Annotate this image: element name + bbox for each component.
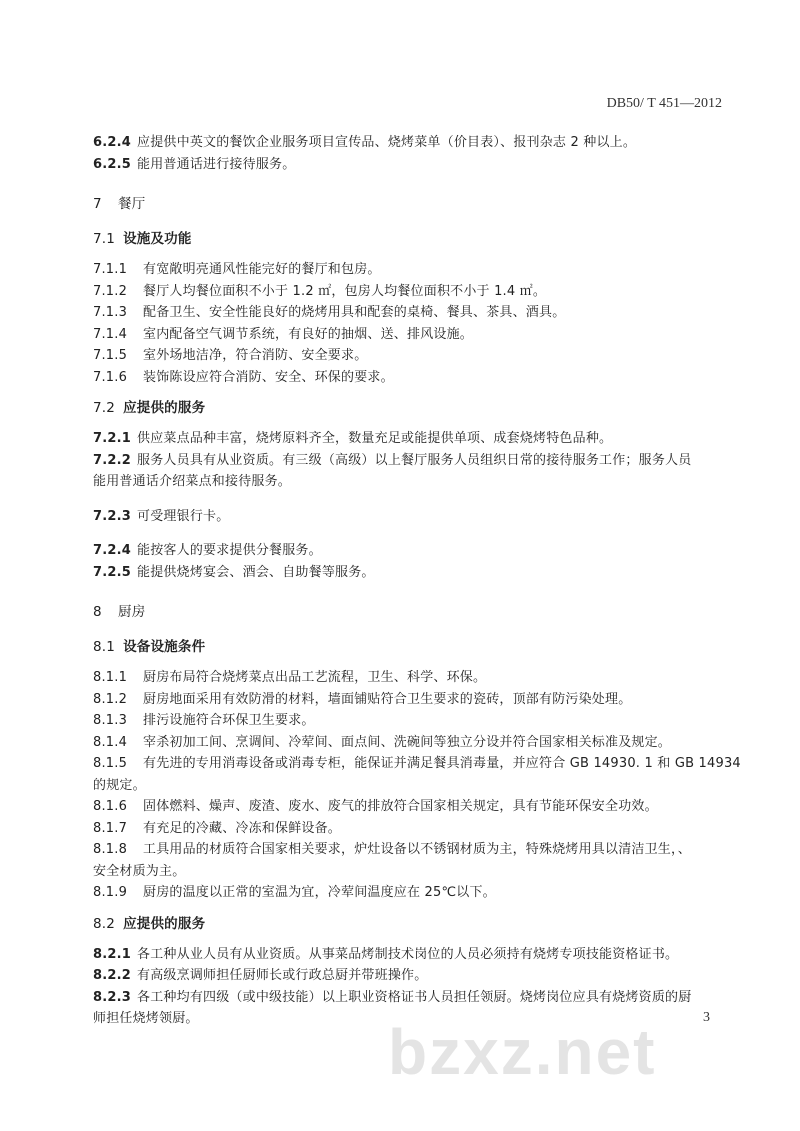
clause-number: 8.2.2: [93, 968, 132, 983]
clause-text: 有高级烹调师担任厨师长或行政总厨并带班操作。: [137, 968, 428, 983]
document-body: [93, 132, 741, 1030]
section-title: 设备设施条件: [123, 639, 206, 655]
clause-text: 固体燃料、燥声、废渣、废水、废气的排放符合国家相关规定，具有节能环保安全功效。: [143, 799, 658, 814]
clause-text: 可受理银行卡。: [137, 508, 230, 524]
clause-text: 工具用品的材质符合国家相关要求，炉灶设备以不锈钢材质为主，特殊烧烤用具以清洁卫生，、: [143, 842, 691, 857]
clause-number: 7.1.6: [93, 369, 128, 385]
clause-6-2-4: [93, 132, 733, 154]
clause-8-1-4: [93, 732, 733, 754]
clause-text: 厨房地面采用有效防滑的材料，墙面铺贴符合卫生要求的瓷砖，顶部有防污染处理。: [143, 691, 632, 707]
section-7-2-heading: [93, 397, 733, 419]
clause-8-1-5: [93, 753, 741, 775]
clause-text: 供应菜点品种丰富，烧烤原料齐全，数量充足或能提供单项、成套烧烤特色品种。: [137, 431, 613, 446]
section-number: 8: [93, 604, 102, 620]
standard-code: DB50/ T 451—2012: [606, 96, 722, 111]
clause-text: 服务人员具有从业资质。有三级（高级）以上餐厅服务人员组织日常的接待服务工作；服务人员: [137, 452, 692, 468]
clause-8-1-2: [93, 689, 733, 711]
clause-number: 7.2.2: [93, 452, 132, 468]
clause-7-2-2-continued: 能用普通话介绍菜点和接待服务。: [93, 474, 292, 489]
clause-text: 应提供中英文的餐饮企业服务项目宣传品、烧烤菜单（价目表）、报刊杂志 2 种以上。: [137, 135, 637, 150]
clause-number: 7.1.4: [93, 326, 128, 342]
clause-text: 有充足的冷藏、冷冻和保鲜设备。: [143, 820, 342, 836]
clause-8-1-3: [93, 710, 733, 732]
clause-7-2-5: [93, 562, 733, 584]
clause-number: 7.1.5: [93, 348, 128, 363]
clause-text: 厨房布局符合烧烤菜点出品工艺流程，卫生、科学、环保。: [143, 670, 487, 685]
clause-text: 有先进的专用消毒设备或消毒专柜，能保证并满足餐具消毒量，并应符合 GB 14930. 1 和 GB 14934: [143, 756, 741, 771]
clause-7-1-2: [93, 281, 733, 303]
clause-number: 7.1.2: [93, 283, 128, 299]
clause-number: 8.1.4: [93, 734, 128, 750]
clause-number: 7.2.4: [93, 543, 132, 558]
clause-number: 8.1.7: [93, 820, 128, 836]
section-7-heading: [93, 193, 733, 215]
clause-7-2-3: [93, 506, 733, 528]
clause-text: 能用普通话进行接待服务。: [137, 156, 296, 172]
clause-7-2-4: [93, 540, 733, 562]
clause-8-1-7: [93, 818, 733, 840]
clause-number: 8.1.9: [93, 885, 128, 900]
clause-number: 8.2.1: [93, 946, 132, 962]
clause-text: 各工种从业人员有从业资质。从事菜品烤制技术岗位的人员必须持有烧烤专项技能资格证书。: [137, 946, 679, 962]
clause-number: 8.1.5: [93, 756, 128, 771]
clause-7-2-2: [93, 450, 733, 472]
clause-number: 8.1.8: [93, 842, 128, 857]
clause-7-1-3: [93, 302, 733, 324]
clause-number: 8.1.2: [93, 691, 128, 707]
clause-number: 8.1.3: [93, 713, 128, 728]
clause-number: 7.2.1: [93, 431, 132, 446]
clause-text: 餐厅人均餐位面积不小于 1.2 ㎡，包房人均餐位面积不小于 1.4 ㎡。: [143, 283, 547, 299]
clause-number: 8.1.6: [93, 799, 128, 814]
clause-8-2-2: [93, 965, 733, 987]
section-7-1-heading: [93, 228, 733, 250]
clause-7-1-6: [93, 367, 733, 389]
section-8-1-heading: [93, 636, 733, 658]
clause-8-1-5-continued: 的规定。: [93, 777, 146, 793]
clause-8-1-6: [93, 796, 733, 818]
clause-text: 排污设施符合环保卫生要求。: [143, 713, 315, 728]
clause-7-1-4: [93, 324, 733, 346]
clause-text: 装饰陈设应符合消防、安全、环保的要求。: [143, 369, 394, 385]
clause-number: 6.2.5: [93, 156, 132, 172]
section-title: 厨房: [118, 604, 146, 620]
clause-7-2-1: [93, 428, 733, 450]
clause-number: 7.1.1: [93, 262, 128, 277]
section-number: 8.2: [93, 915, 116, 932]
clause-8-2-3: [93, 987, 733, 1009]
section-number: 8.1: [93, 639, 116, 655]
clause-text: 室内配备空气调节系统，有良好的抽烟、送、排风设施。: [143, 326, 474, 342]
clause-text: 室外场地洁净，符合消防、安全要求。: [143, 348, 368, 363]
clause-7-1-1: [93, 259, 733, 281]
section-number: 7.1: [93, 231, 116, 247]
clause-8-1-8: [93, 839, 733, 861]
clause-8-2-3-continued: 师担任烧烤领厨。: [93, 1011, 199, 1026]
clause-8-1-9: [93, 882, 733, 904]
clause-text: 厨房的温度以正常的室温为宜，冷荤间温度应在 25℃以下。: [143, 885, 496, 900]
section-title: 餐厅: [118, 196, 146, 212]
page-number: 3: [703, 1010, 710, 1025]
section-title: 应提供的服务: [123, 400, 206, 416]
clause-text: 有宽敞明亮通风性能完好的餐厅和包房。: [143, 262, 381, 277]
section-number: 7: [93, 196, 102, 212]
section-8-2-heading: [93, 913, 733, 935]
watermark: bzxz.net: [388, 1016, 657, 1088]
clause-number: 6.2.4: [93, 135, 132, 150]
clause-number: 7.2.3: [93, 508, 132, 524]
section-number: 7.2: [93, 400, 116, 416]
clause-number: 7.1.3: [93, 305, 128, 320]
clause-8-1-1: [93, 667, 733, 689]
clause-number: 8.2.3: [93, 989, 132, 1005]
section-title: 应提供的服务: [123, 915, 206, 932]
clause-text: 能提供烧烤宴会、酒会、自助餐等服务。: [137, 564, 375, 580]
clause-text: 宰杀初加工间、烹调间、冷荤间、面点间、洗碗间等独立分设并符合国家相关标准及规定。: [143, 734, 672, 750]
clause-text: 配备卫生、安全性能良好的烧烤用具和配套的桌椅、餐具、茶具、酒具。: [143, 305, 566, 320]
clause-number: 8.1.1: [93, 670, 128, 685]
clause-7-1-5: [93, 345, 733, 367]
section-8-heading: [93, 601, 733, 623]
clause-8-1-8-continued: 安全材质为主。: [93, 863, 186, 879]
clause-8-2-1: [93, 944, 733, 966]
clause-text: 各工种均有四级（或中级技能）以上职业资格证书人员担任领厨。烧烤岗位应具有烧烤资质的厨: [137, 989, 692, 1005]
clause-6-2-5: [93, 154, 733, 176]
clause-text: 能按客人的要求提供分餐服务。: [137, 543, 322, 558]
section-title: 设施及功能: [123, 231, 192, 247]
clause-number: 7.2.5: [93, 564, 132, 580]
